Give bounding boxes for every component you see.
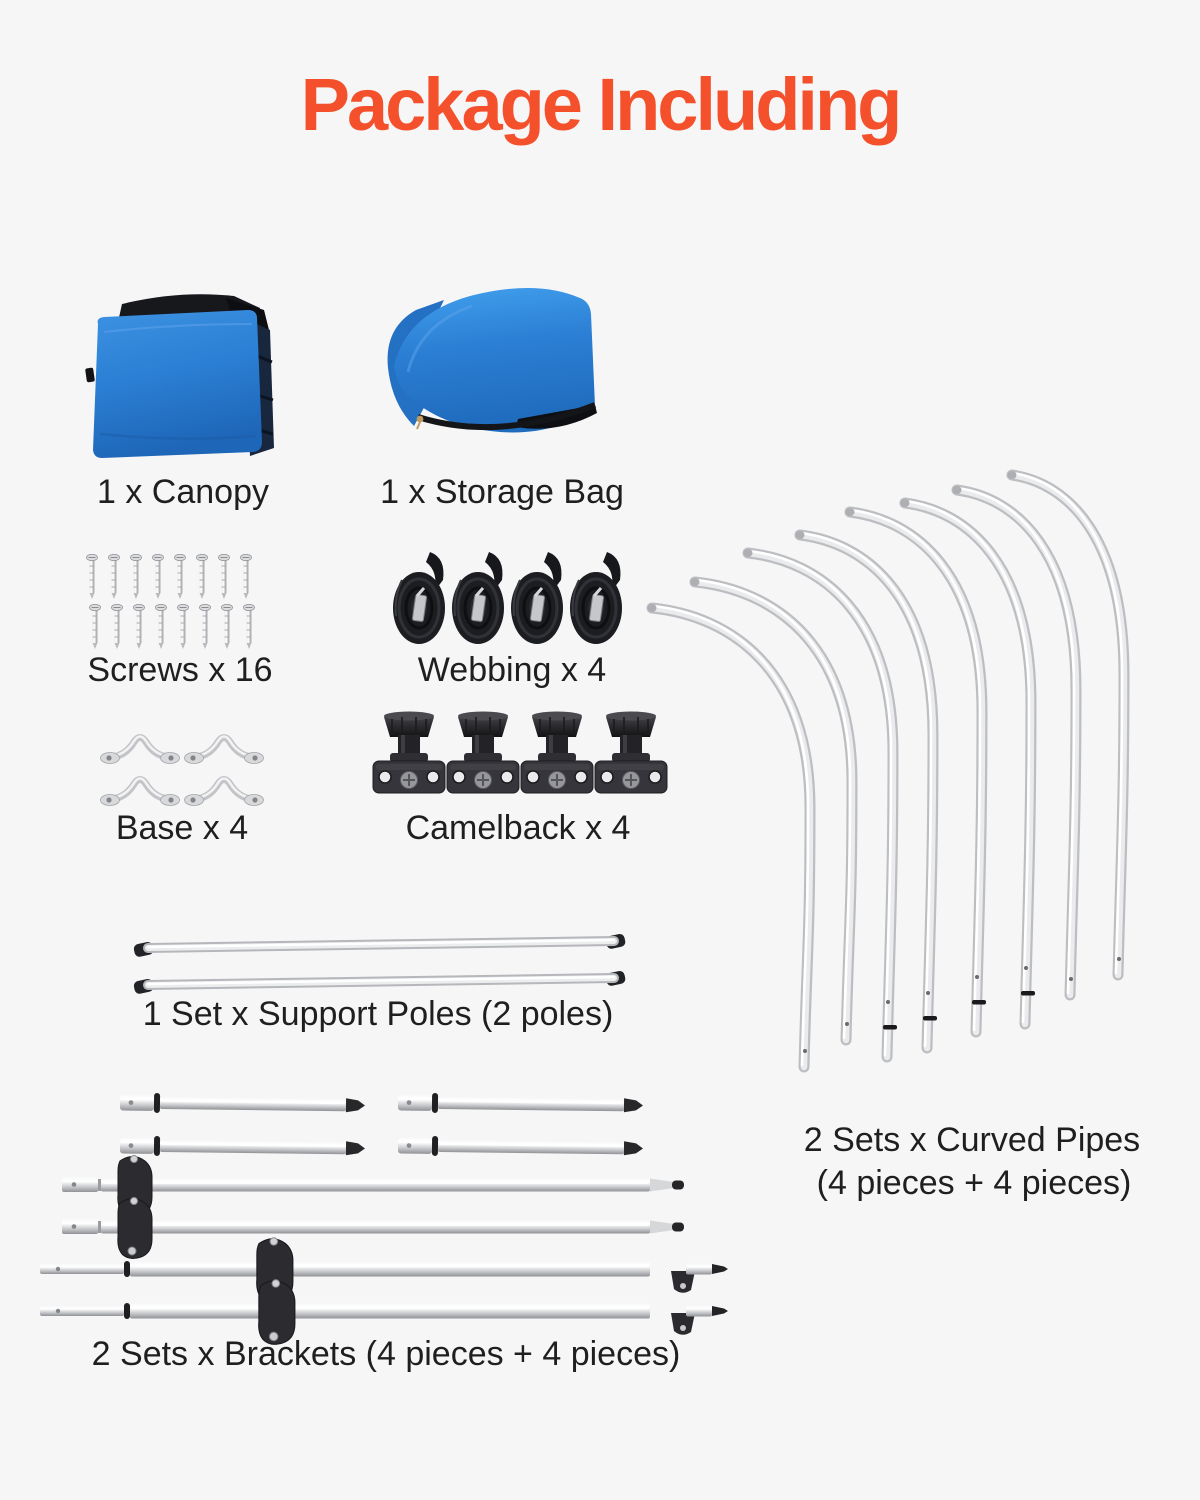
webbing-label: Webbing x 4 bbox=[417, 651, 607, 689]
storage-bag-image bbox=[368, 276, 620, 462]
screws-image bbox=[86, 552, 254, 652]
canopy-image bbox=[84, 284, 282, 474]
storage-bag-label: 1 x Storage Bag bbox=[380, 473, 624, 511]
base-image bbox=[100, 726, 266, 808]
support-poles-image bbox=[132, 918, 626, 1002]
bracket-long-poles-image bbox=[36, 1150, 736, 1350]
support-poles-label: 1 Set x Support Poles (2 poles) bbox=[142, 995, 614, 1033]
webbing-image bbox=[392, 548, 630, 650]
curved-pipes-label-line1: 2 Sets x Curved Pipes bbox=[803, 1121, 1141, 1159]
base-label: Base x 4 bbox=[115, 809, 249, 847]
canopy-label: 1 x Canopy bbox=[97, 473, 269, 511]
screws-label: Screws x 16 bbox=[87, 651, 273, 689]
curved-pipes-image bbox=[600, 430, 1200, 1110]
curved-pipes-label-line2: (4 pieces + 4 pieces) bbox=[816, 1164, 1132, 1202]
brackets-label: 2 Sets x Brackets (4 pieces + 4 pieces) bbox=[91, 1335, 681, 1373]
page-title: Package Including bbox=[300, 63, 900, 146]
camelback-label: Camelback x 4 bbox=[405, 809, 631, 847]
